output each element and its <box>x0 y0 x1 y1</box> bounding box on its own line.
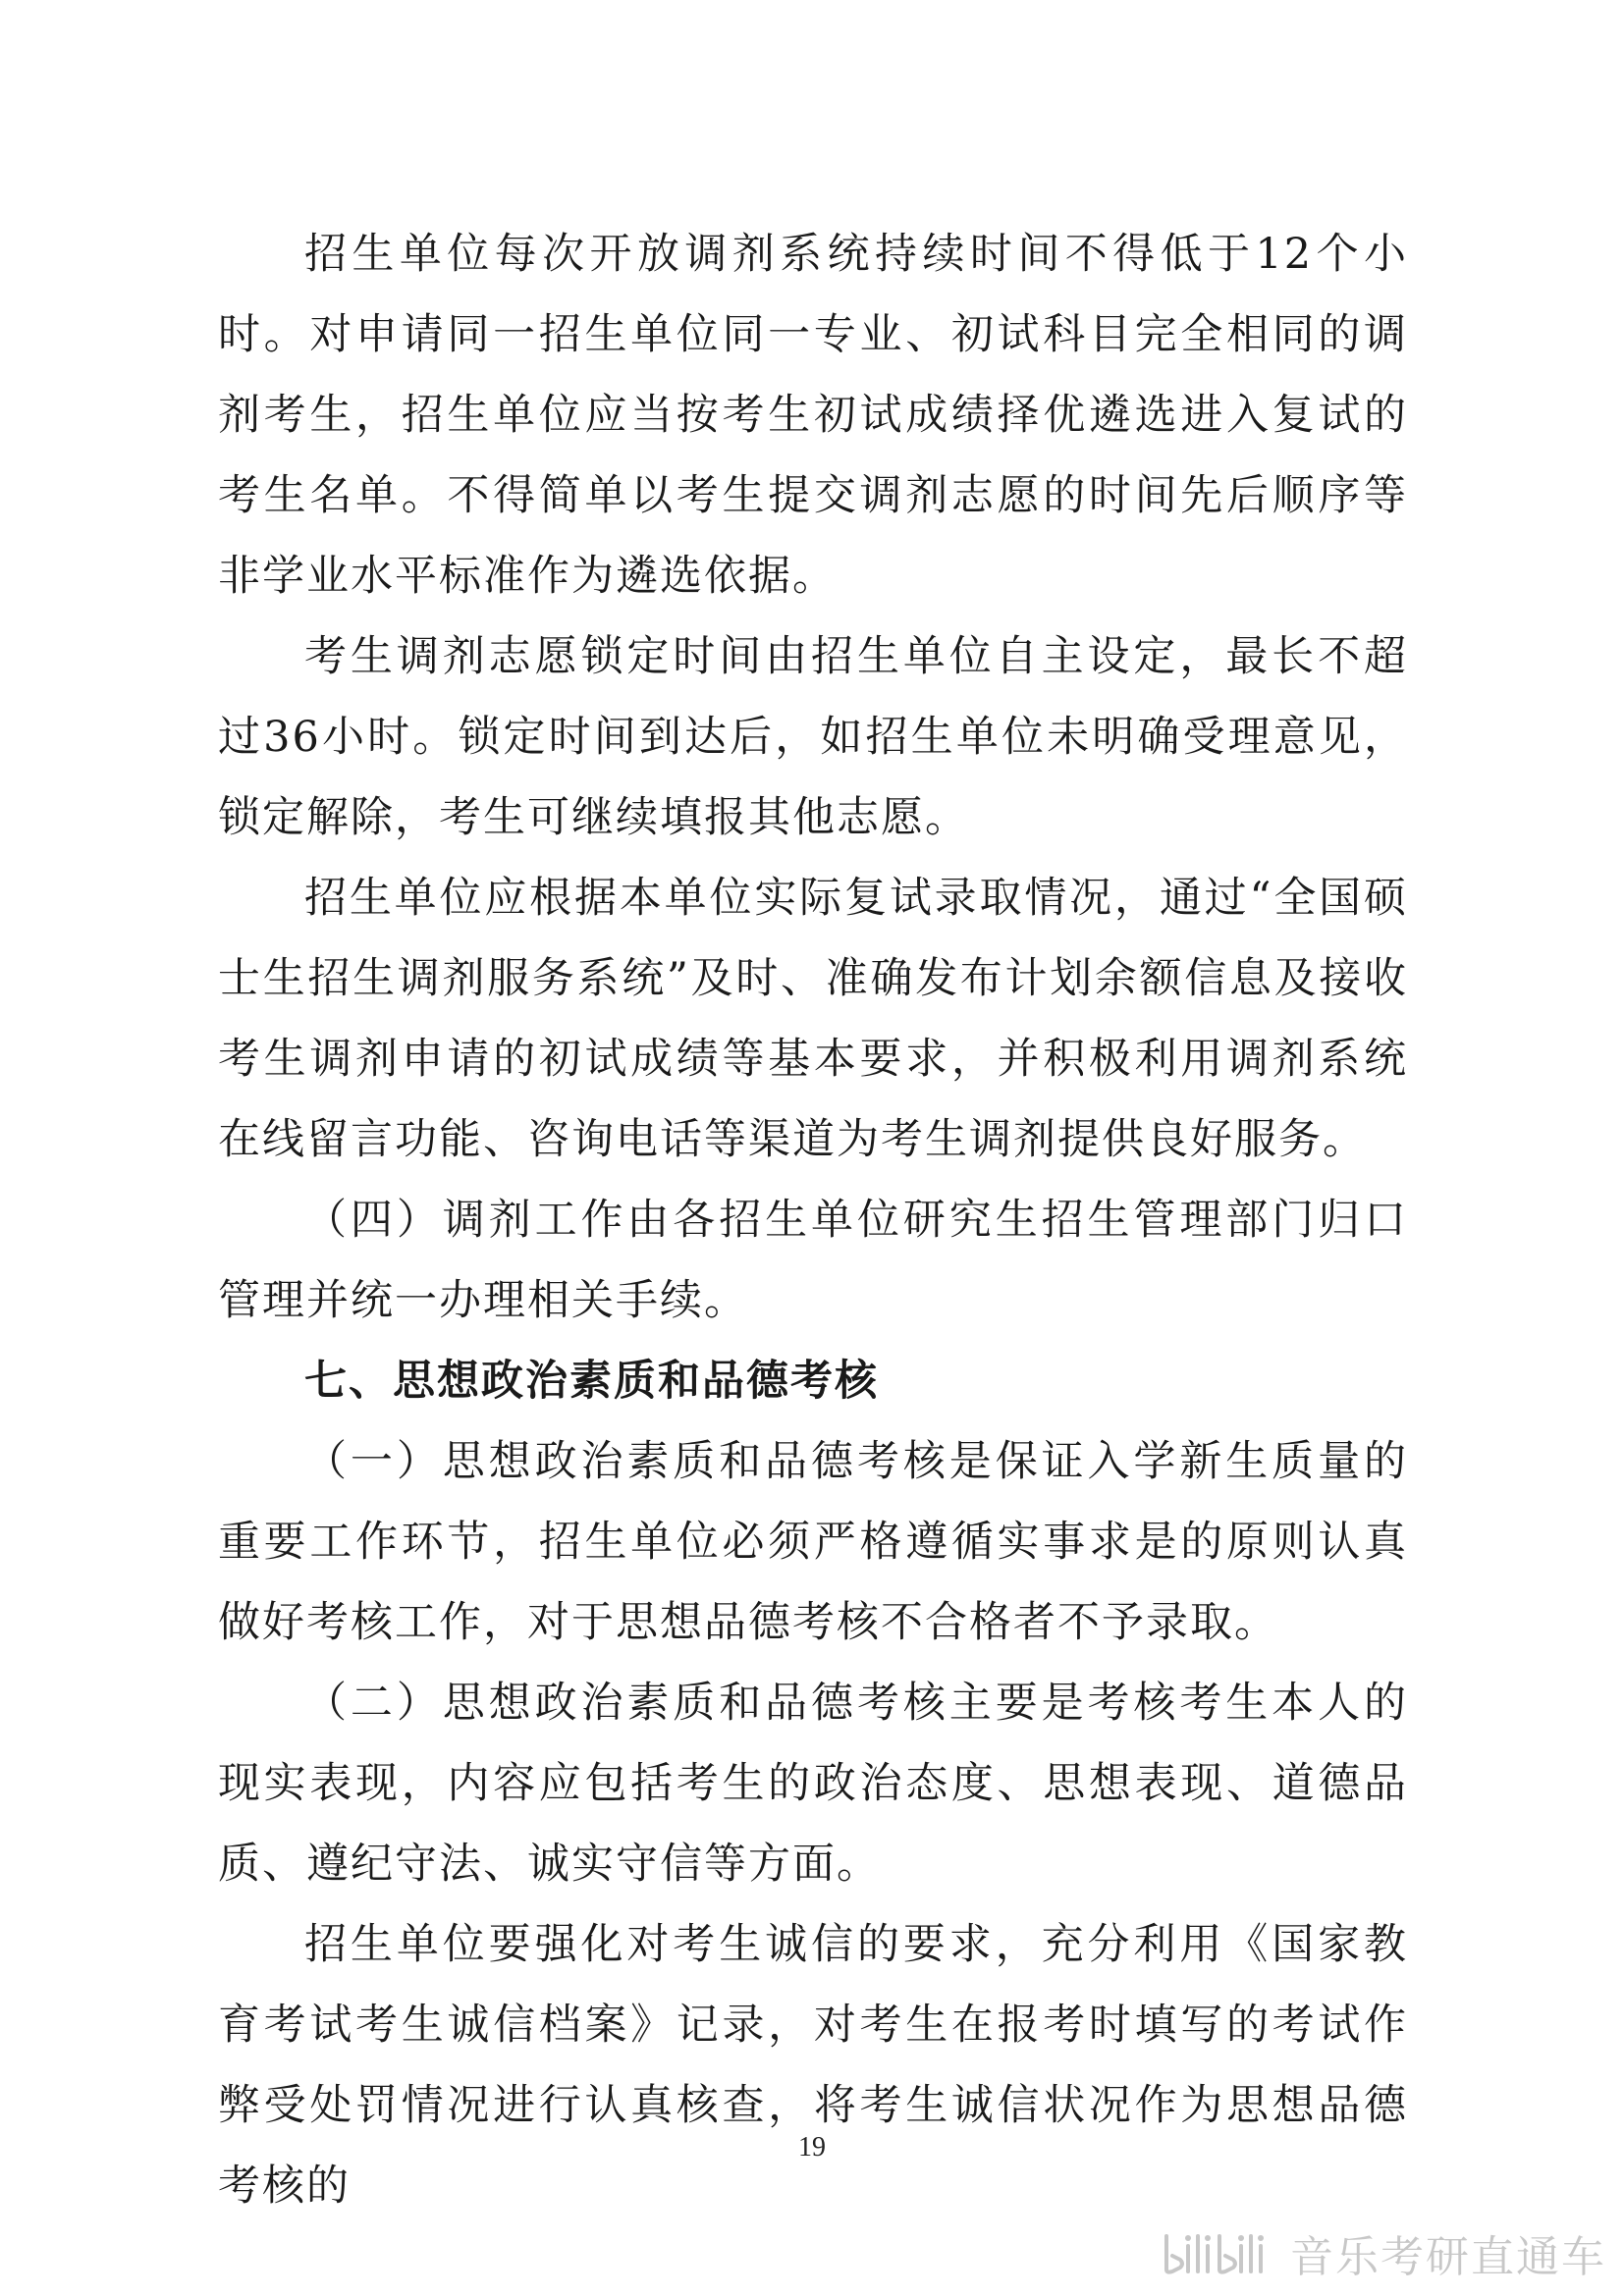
paragraph-item-two: （二）思想政治素质和品德考核主要是考核考生本人的现实表现，内容应包括考生的政治态度、思想表现、道德品质、遵纪守法、诚实守信等方面。 <box>218 1679 1408 1889</box>
watermark <box>1159 2223 1606 2282</box>
paragraph-system-service: 招生单位应根据本单位实际复试录取情况，通过“全国硕士生招生调剂服务系统”及时、准确发布计划余额信息及接收考生调剂申请的初试成绩等基本要求，并积极利用调剂系统在线留言功能、咨询电话等渠道为考生调剂提供良好服务。 <box>218 874 1408 1164</box>
paragraph-adjustment-duration: 招生单位每次开放调剂系统持续时间不得低于12个小时。对申请同一招生单位同一专业、初试科目完全相同的调剂考生，招生单位应当按考生初试成绩择优遴选进入复试的考生名单。不得简单以考生提交调剂志愿的时间先后顺序等非学业水平标准作为遴选依据。 <box>218 230 1408 601</box>
paragraph-item-four: （四）调剂工作由各招生单位研究生招生管理部门归口管理并统一办理相关手续。 <box>218 1196 1408 1325</box>
paragraph-lock-time: 考生调剂志愿锁定时间由招生单位自主设定，最长不超过36小时。锁定时间到达后，如招生单位未明确受理意见，锁定解除，考生可继续填报其他志愿。 <box>218 632 1408 842</box>
section-heading: 七、思想政治素质和品德考核 <box>304 1357 879 1406</box>
paragraph-item-one: （一）思想政治素质和品德考核是保证入学新生质量的重要工作环节，招生单位必须严格遵循实事求是的原则认真做好考核工作，对于思想品德考核不合格者不予录取。 <box>218 1437 1408 1647</box>
page-number: 19 <box>798 2132 826 2163</box>
document-body <box>218 214 1408 2226</box>
bilibili-logo-icon <box>1159 2228 1276 2277</box>
paragraph-integrity: 招生单位要强化对考生诚信的要求，充分利用《国家教育考试考生诚信档案》记录，对考生在报考时填写的考试作弊受处罚情况进行认真核查，将考生诚信状况作为思想品德考核的 <box>218 1920 1408 2211</box>
watermark-text: 音乐考研直通车 <box>1290 2232 1606 2282</box>
